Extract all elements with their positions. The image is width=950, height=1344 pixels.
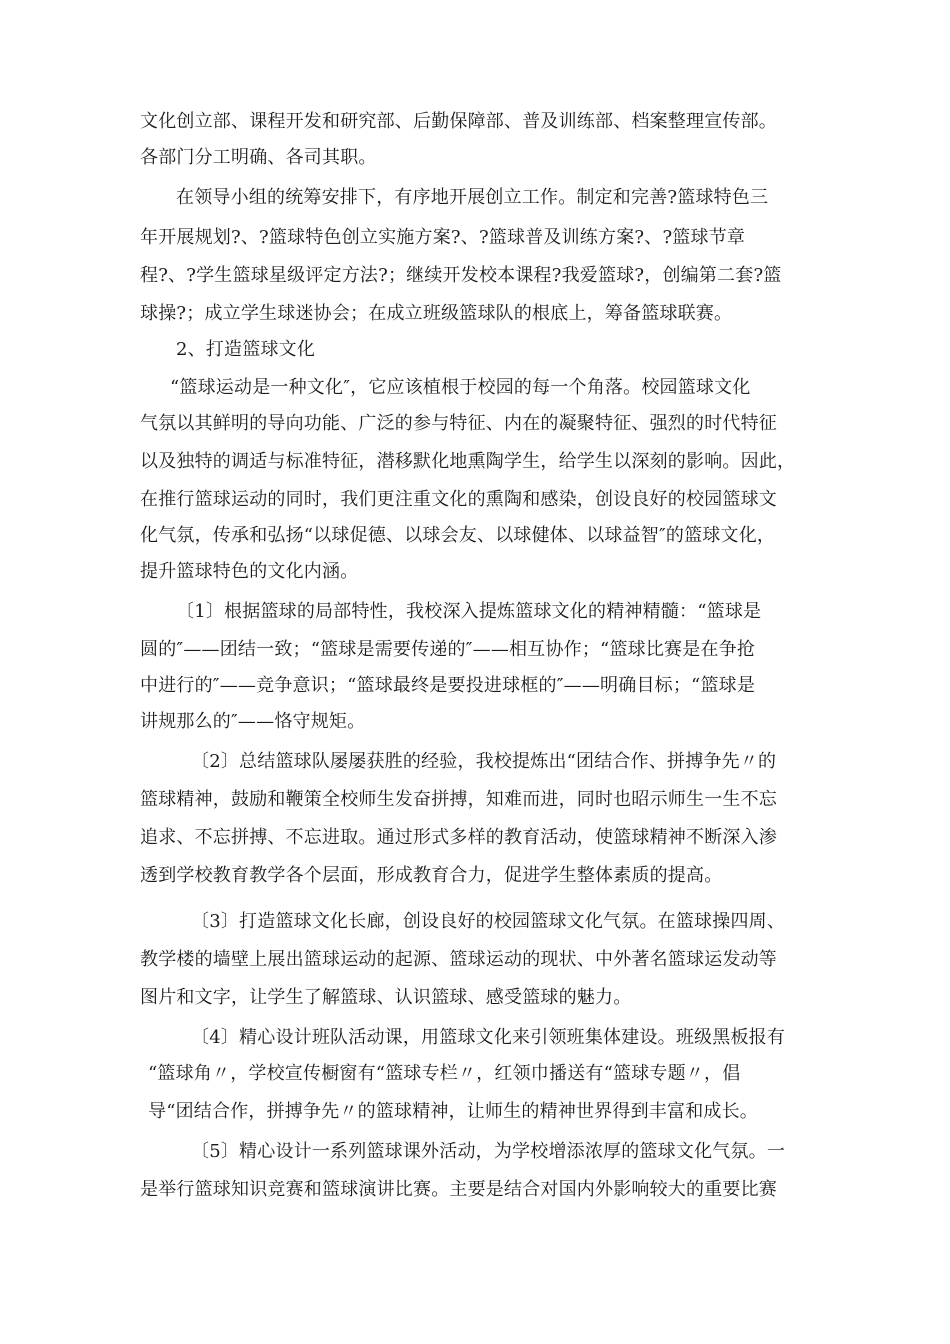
text-line: 球操?；成立学生球迷协会；在成立班级篮球队的根底上，筹备篮球联赛。 <box>140 303 733 324</box>
list-item-line: 〔5〕精心设计一系列篮球课外活动，为学校增添浓厚的篮球文化气氛。一 <box>191 1141 786 1162</box>
text-line: 化气氛，传承和弘扬“以球促德、以球会友、以球健体、以球益智″的篮球文化， <box>140 525 776 546</box>
text-line: 在推行篮球运动的同时，我们更注重文化的熏陶和感染，创设良好的校园篮球文 <box>140 489 777 510</box>
text-line: 讲规那么的″——恪守规矩。 <box>140 711 366 732</box>
text-line: 圆的″——团结一致；“篮球是需要传递的″——相互协作；“篮球比赛是在争抢 <box>140 639 756 660</box>
list-item-line: 〔4〕精心设计班队活动课，用篮球文化来引领班集体建设。班级黑板报有 <box>191 1027 786 1048</box>
text-line: 是举行篮球知识竞赛和篮球演讲比赛。主要是结合对国内外影响较大的重要比赛 <box>140 1179 777 1200</box>
text-line: 导“团结合作，拼搏争先〃的篮球精神，让师生的精神世界得到丰富和成长。 <box>148 1101 758 1122</box>
text-line: 气氛以其鲜明的导向功能、广泛的参与特征、内在的凝聚特征、强烈的时代特征 <box>140 413 777 434</box>
text-line: “篮球角〃，学校宣传橱窗有“篮球专栏〃，红领巾播送有“篮球专题〃，倡 <box>148 1063 741 1084</box>
text-line: 篮球精神，鼓励和鞭策全校师生发奋拼搏，知难而进，同时也昭示师生一生不忘 <box>140 789 777 810</box>
paragraph-start-line: 在领导小组的统筹安排下，有序地开展创立工作。制定和完善?篮球特色三 <box>176 187 769 208</box>
text-line: 中进行的″——竞争意识；“篮球最终是要投进球框的″——明确目标；“篮球是 <box>140 675 756 696</box>
text-line: 教学楼的墙壁上展出篮球运动的起源、篮球运动的现状、中外著名篮球运发动等 <box>140 949 777 970</box>
text-line: 各部门分工明确、各司其职。 <box>140 147 377 168</box>
text-line: 程?、?学生篮球星级评定方法?；继续开发校本课程?我爱篮球?，创编第二套?篮 <box>140 265 782 286</box>
text-line: 透到学校教育教学各个层面，形成教育合力，促进学生整体素质的提高。 <box>140 865 723 886</box>
list-item-line: 〔2〕总结篮球队屡屡获胜的经验，我校提炼出“团结合作、拼搏争先〃的 <box>191 751 777 772</box>
text-line: 追求、不忘拼搏、不忘进取。通过形式多样的教育活动，使篮球精神不断深入渗 <box>140 827 777 848</box>
list-item-line: 〔3〕打造篮球文化长廊，创设良好的校园篮球文化气氛。在篮球操四周、 <box>191 911 786 932</box>
list-item-line: 〔1〕根据篮球的局部特性，我校深入提炼篮球文化的精神精髓：“篮球是 <box>176 601 762 622</box>
section-heading: 2、打造篮球文化 <box>176 339 316 360</box>
text-line: 以及独特的调适与标准特征，潜移默化地熏陶学生，给学生以深刻的影响。因此， <box>140 451 796 472</box>
paragraph-start-line: “篮球运动是一种文化″，它应该植根于校园的每一个角落。校园篮球文化 <box>170 377 751 398</box>
text-line: 提升篮球特色的文化内涵。 <box>140 561 359 582</box>
text-line: 图片和文字，让学生了解篮球、认识篮球、感受篮球的魅力。 <box>140 987 632 1008</box>
text-line: 文化创立部、课程开发和研究部、后勤保障部、普及训练部、档案整理宣传部。 <box>140 111 777 132</box>
text-line: 年开展规划?、?篮球特色创立实施方案?、?篮球普及训练方案?、?篮球节章 <box>140 227 746 248</box>
